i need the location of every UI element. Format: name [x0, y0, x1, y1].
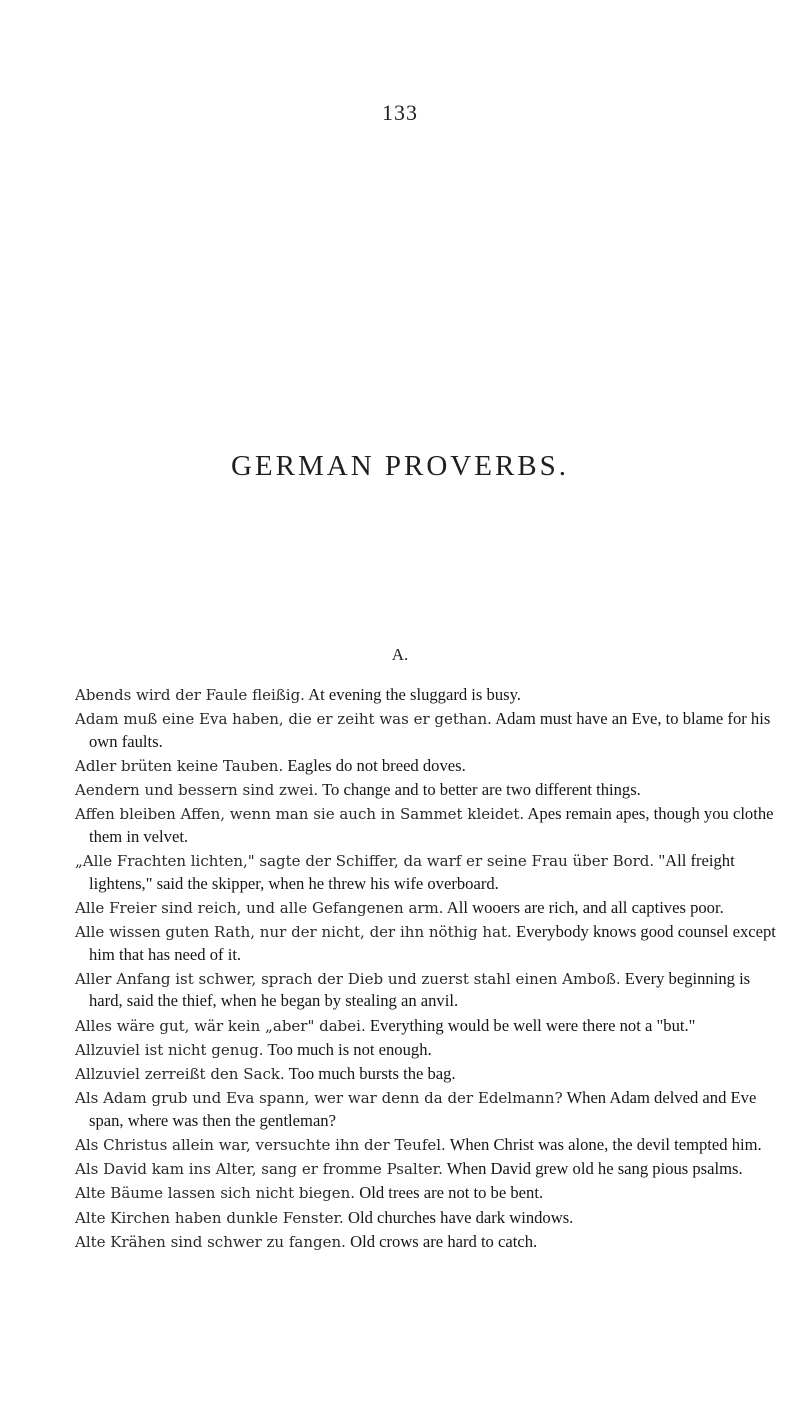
proverb-entry: [75, 850, 780, 895]
proverb-entry: [75, 1182, 780, 1205]
section-heading: A.: [391, 645, 409, 664]
proverb-english: When David grew old he sang pious psalms.: [446, 1159, 743, 1179]
proverb-german: Als Adam grub und Eva spann, wer war denn da der Edelmann?: [75, 1089, 563, 1108]
proverb-entry: [75, 1134, 780, 1157]
proverb-german: „Alle Frachten lichten," sagte der Schiffer, da warf er seine Frau über Bord.: [75, 852, 655, 871]
proverb-german: Alte Bäume lassen sich nicht biegen.: [75, 1184, 356, 1203]
proverb-english: When Christ was alone, the devil tempted him.: [449, 1135, 762, 1154]
page-title: GERMAN PROVERBS.: [230, 450, 570, 482]
proverb-entry: [75, 1207, 780, 1230]
proverb-english: Too much is not enough.: [267, 1039, 432, 1059]
proverb-entry: [75, 921, 780, 966]
proverb-entry: [75, 803, 780, 848]
proverb-german: Alte Krähen sind schwer zu fangen.: [75, 1232, 346, 1251]
proverb-entry: [75, 1063, 780, 1086]
proverb-english: To change and to better are two different things.: [322, 780, 641, 800]
proverb-german: Als David kam ins Alter, sang er fromme Psalter.: [75, 1160, 443, 1179]
proverb-english: Everything would be well were there not a "but.": [369, 1015, 696, 1035]
proverb-english: Eagles do not breed doves.: [287, 755, 466, 775]
proverb-german: Allzuviel ist nicht genug.: [75, 1040, 264, 1059]
proverb-german: Aendern und bessern sind zwei.: [75, 781, 319, 800]
proverb-german: Affen bleiben Affen, wenn man sie auch in Sammet kleidet.: [75, 805, 525, 824]
proverb-german: Adam muß eine Eva haben, die er zeiht was er gethan.: [75, 710, 492, 729]
proverb-english: Too much bursts the bag.: [288, 1064, 456, 1084]
proverb-german: Abends wird der Faule fleißig.: [75, 686, 305, 704]
proverb-english: Old crows are hard to catch.: [350, 1231, 538, 1251]
proverb-entry: [75, 968, 780, 1013]
proverb-english: Every beginning is hard, said the thief, when he began by stealing an anvil.: [89, 968, 751, 1011]
proverb-list: [75, 684, 780, 1255]
proverb-german: Adler brüten keine Tauben.: [75, 756, 284, 775]
proverb-english: When Adam delved and Eve span, where was then the gentleman?: [89, 1088, 757, 1130]
proverb-entry: [75, 708, 780, 753]
proverb-entry: [75, 1231, 780, 1254]
proverb-english: Old churches have dark windows.: [347, 1207, 574, 1227]
proverb-english: Everybody knows good counsel except him that has need of it.: [89, 922, 776, 964]
proverb-english: "All freight lightens," said the skipper, when he threw his wife overboard.: [89, 851, 735, 893]
proverb-entry: [75, 684, 780, 707]
proverb-entry: [75, 1039, 780, 1062]
proverb-english: At evening the sluggard is busy.: [308, 685, 521, 704]
proverb-entry: [75, 755, 780, 778]
proverb-english: Apes remain apes, though you clothe them in velvet.: [89, 804, 774, 846]
proverb-english: Adam must have an Eve, to blame for his own faults.: [89, 709, 771, 751]
proverb-german: Aller Anfang ist schwer, sprach der Dieb und zuerst stahl einen Amboß.: [75, 969, 621, 988]
proverb-german: Alte Kirchen haben dunkle Fenster.: [75, 1208, 344, 1227]
proverb-english: Old trees are not to be bent.: [359, 1183, 544, 1203]
proverb-entry: [75, 1087, 780, 1132]
proverb-entry: [75, 1015, 780, 1038]
proverb-german: Alle Freier sind reich, und alle Gefangenen arm.: [75, 898, 444, 917]
proverb-entry: [75, 1158, 780, 1181]
proverb-german: Alles wäre gut, wär kein „aber" dabei.: [75, 1016, 366, 1035]
page-number: 133: [382, 100, 418, 125]
proverb-entry: [75, 779, 780, 802]
proverb-english: All wooers are rich, and all captives poor.: [446, 897, 724, 917]
proverb-german: Als Christus allein war, versuchte ihn der Teufel.: [75, 1136, 446, 1154]
proverb-german: Alle wissen guten Rath, nur der nicht, der ihn nöthig hat.: [75, 923, 512, 942]
proverb-german: Allzuviel zerreißt den Sack.: [75, 1065, 285, 1084]
proverb-entry: [75, 897, 780, 920]
